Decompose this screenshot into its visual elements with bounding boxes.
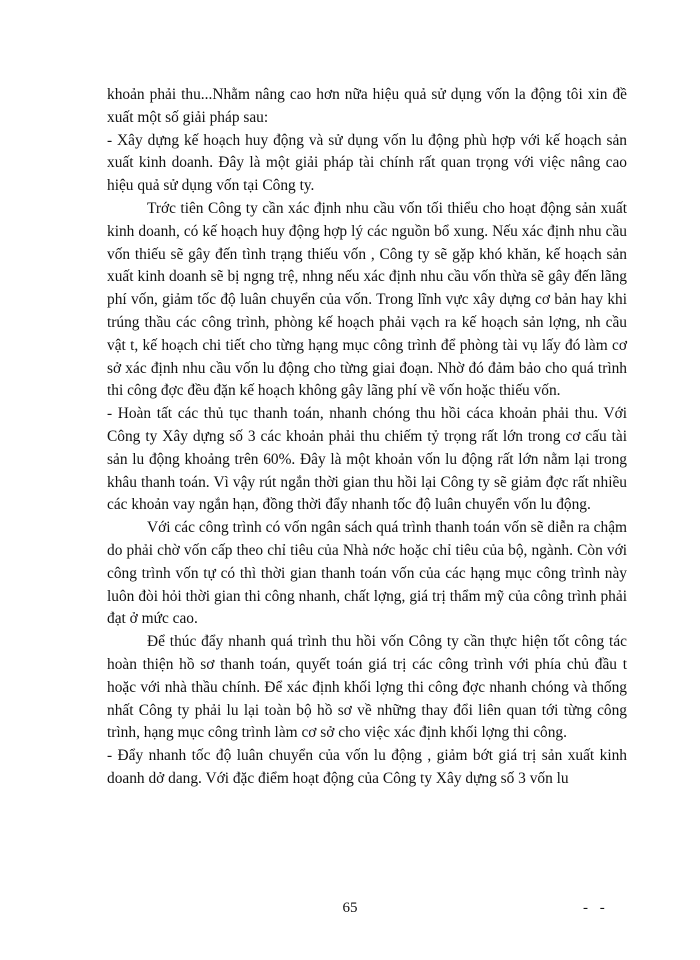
paragraph-budget-projects: Với các công trình có vốn ngân sách quá trình thanh toán vốn sẽ diễn ra chậm do phải chờ vốn cấp theo chỉ tiêu của Nhà nớc hoặc chỉ tiêu của bộ, ngành. Còn với công trình vốn tự có thì thời gian thanh toán vốn của các hạng mục công trình này luôn đòi hỏi thời gian thi công nhanh, chất lợng, giá trị thẩm mỹ của công trình phải đạt ở mức cao.: [107, 519, 627, 628]
paragraph-turnover-speed: - Đẩy nhanh tốc độ luân chuyển của vốn lu động , giảm bớt giá trị sản xuất kinh doanh dở dang. Với đặc điểm hoạt động của Công ty Xây dựng số 3 vốn lu: [107, 747, 627, 787]
paragraph-capital-recovery: Để thúc đẩy nhanh quá trình thu hồi vốn Công ty cần thực hiện tốt công tác hoàn thiện hồ sơ thanh toán, quyết toán giá trị các công trình với phía chủ đầu t hoặc với nhà thầu chính. Để xác định khối lợng thi công đợc nhanh chóng và thống nhất Công ty phải lu lại toàn bộ hồ sơ về những thay đổi liên quan tới từng công trình, hạng mục công trình làm cơ sở cho việc xác định khối lợng thi công.: [107, 633, 627, 742]
document-body: [107, 84, 627, 791]
footer-mark: - -: [583, 900, 609, 916]
paragraph-payment-procedures: - Hoàn tất các thủ tục thanh toán, nhanh chóng thu hồi cáca khoản phải thu. Với Công ty Xây dựng số 3 các khoản phải thu chiếm tỷ trọng rất lớn trong cơ cấu tài sản lu động khoảng trên 60%. Đây là một khoản vốn lu động rất lớn nằm lại trong khâu thanh toán. Vì vậy rút ngắn thời gian thu hồi lại Công ty sẽ giảm đợc rất nhiều các khoản vay ngắn hạn, đồng thời đẩy nhanh tốc độ luân chuyển vốn lu động.: [107, 405, 627, 514]
paragraph-solution-plan: - Xây dựng kế hoạch huy động và sử dụng vốn lu động phù hợp với kế hoạch sản xuất kinh doanh. Đây là một giải pháp tài chính rất quan trọng với việc nâng cao hiệu quả sử dụng vốn tại Công ty.: [107, 131, 627, 195]
page-number: 65: [342, 900, 358, 916]
paragraph-capital-needs: Trớc tiên Công ty cần xác định nhu cầu vốn tối thiểu cho hoạt động sản xuất kinh doanh, có kế hoạch huy động hợp lý các nguồn bổ xung. Nếu xác định nhu cầu vốn thiếu sẽ gây đến tình trạng thiếu vốn , Công ty sẽ gặp khó khăn, kế hoạch sản xuất kinh doanh sẽ bị ngng trệ, nhng nếu xác định nhu cầu vốn thừa sẽ gây đến lãng phí vốn, giảm tốc độ luân chuyển của vốn. Trong lĩnh vực xây dựng cơ bản hay khi trúng thầu các công trình, phòng kế hoạch phải vạch ra kế hoạch sản lợng, nh cầu vật t, kế hoạch chi tiết cho từng hạng mục công trình để phòng tài vụ lấy đó làm cơ sở xác định nhu cầu vốn lu động cho từng giai đoạn. Nhờ đó đảm bảo cho quá trình thi công đợc đều đặn kế hoạch không gây lãng phí về vốn hoặc thiếu vốn.: [107, 199, 627, 400]
paragraph-intro: khoản phải thu...Nhằm nâng cao hơn nữa hiệu quả sử dụng vốn la động tôi xin đề xuất một số giải pháp sau:: [107, 86, 627, 126]
